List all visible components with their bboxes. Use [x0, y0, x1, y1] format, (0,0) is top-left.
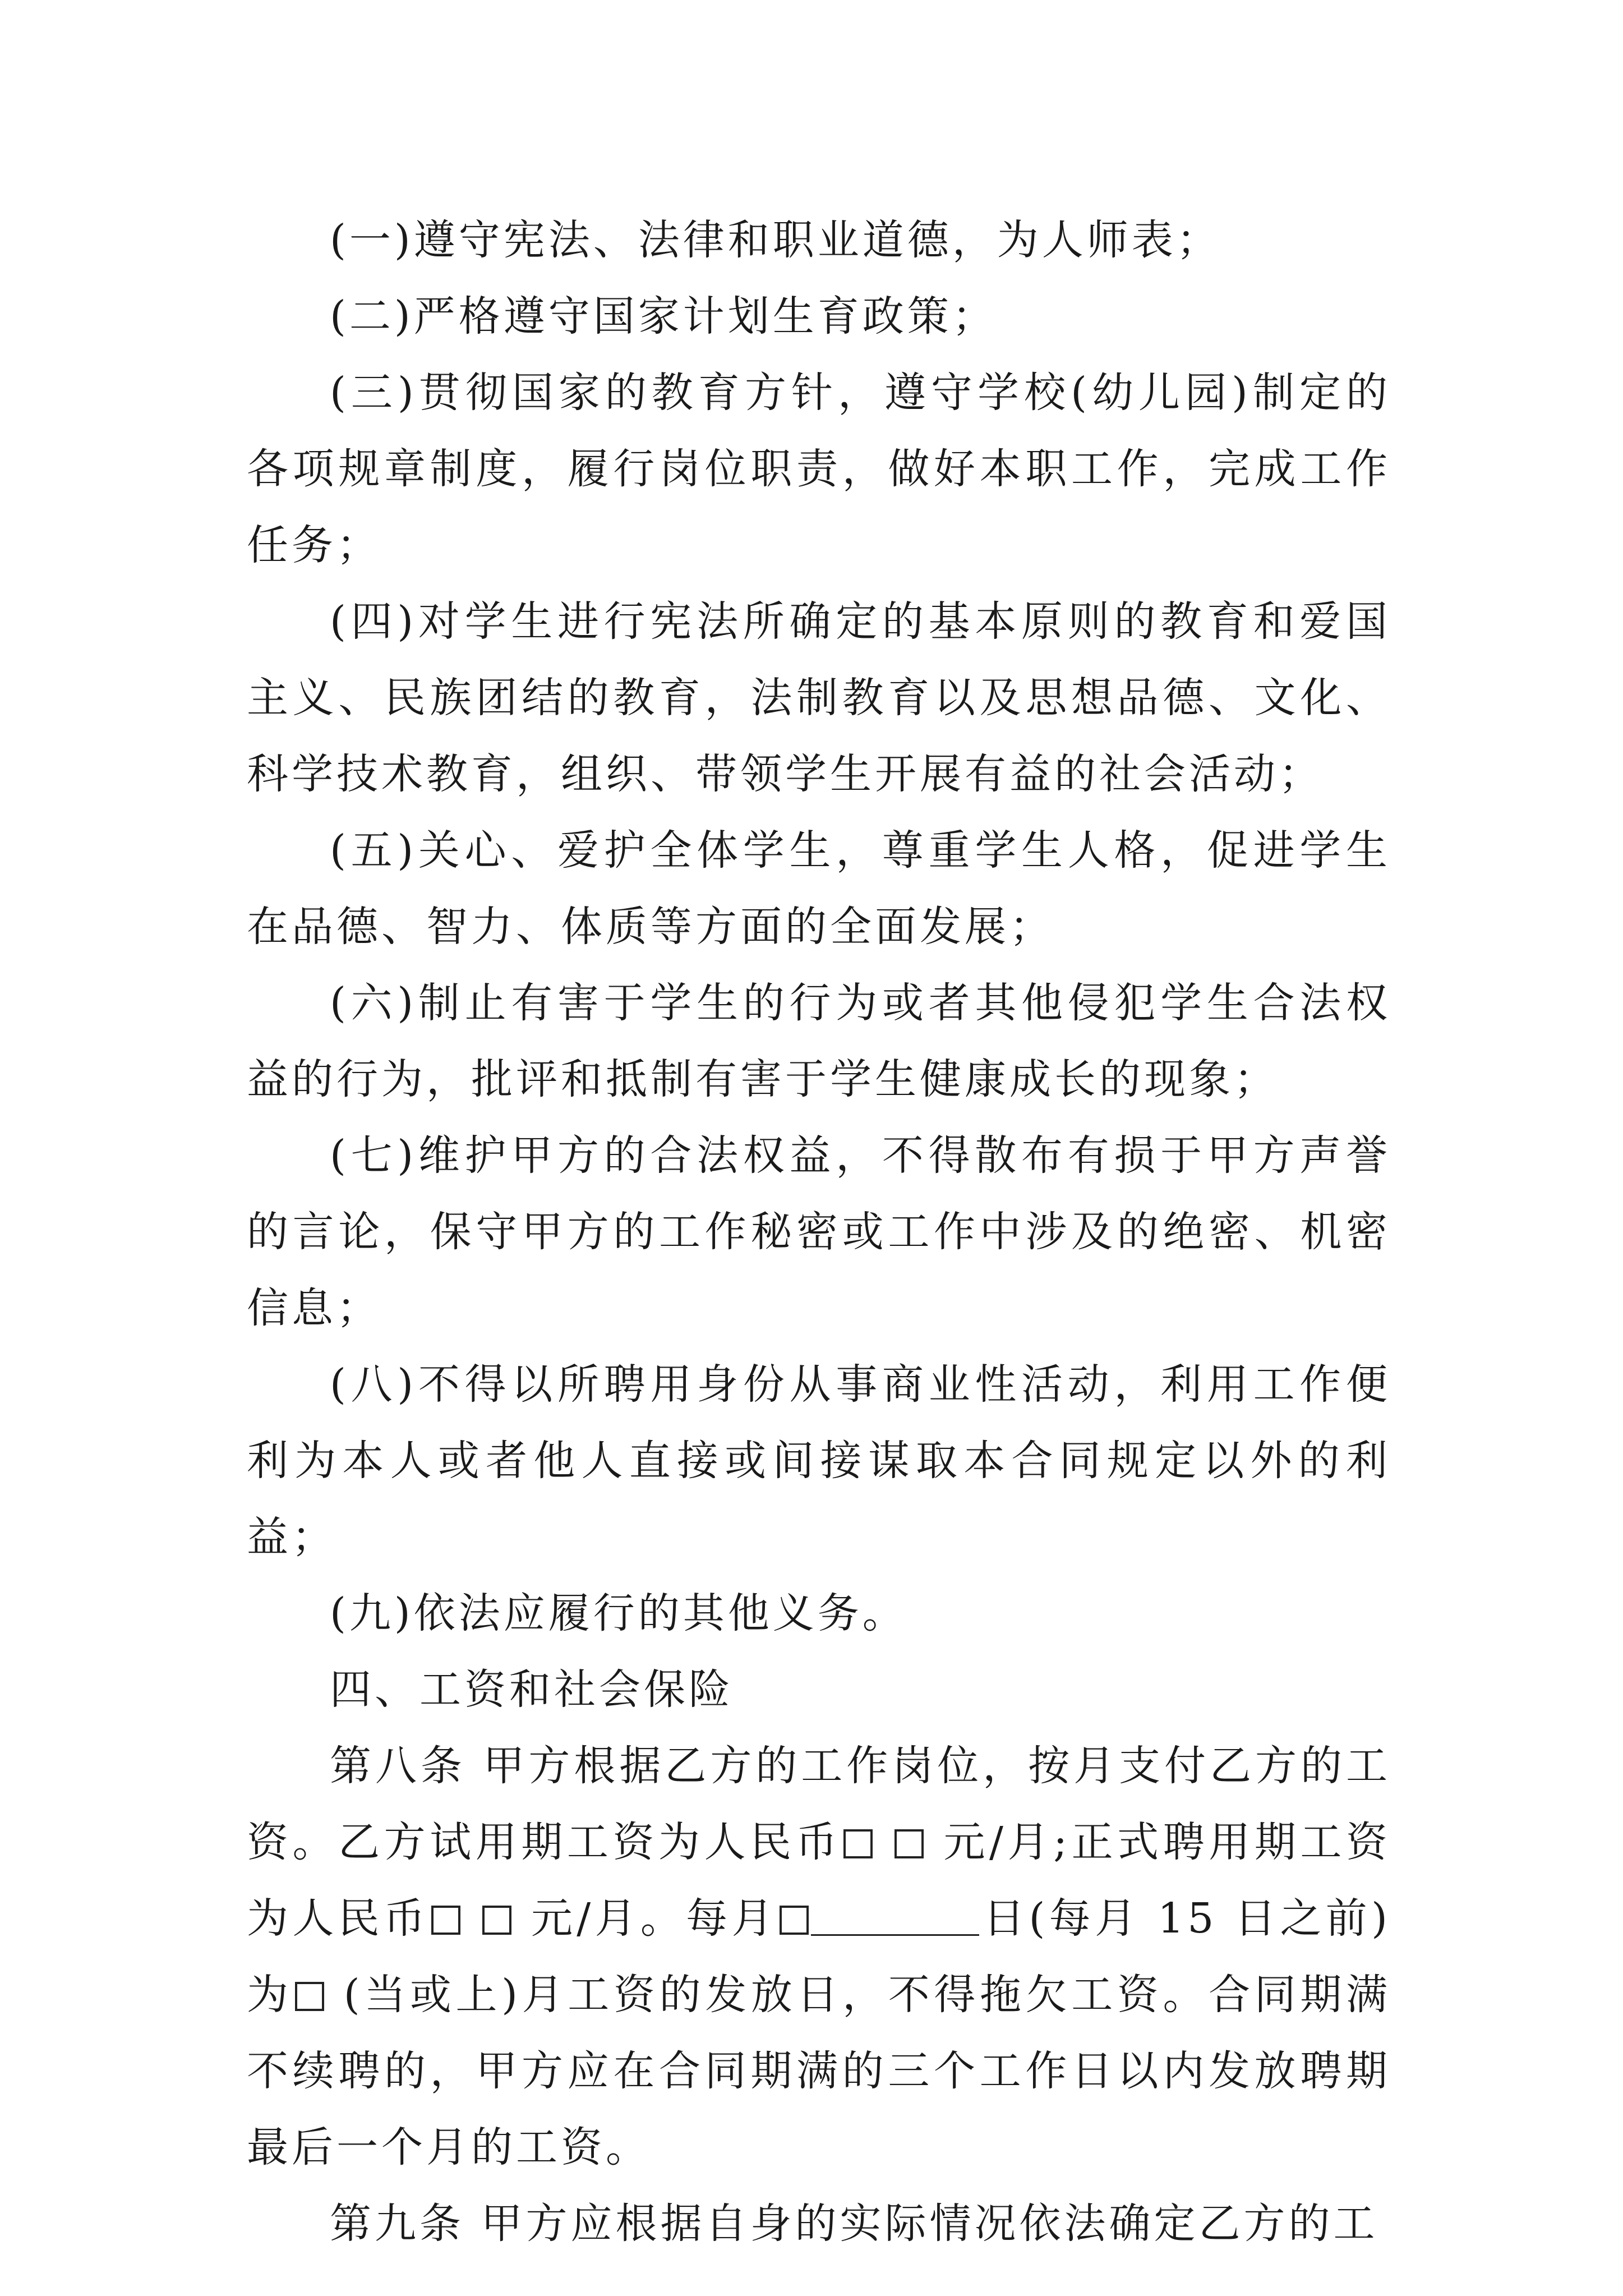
article-8-text-1: 第八条 甲方根据乙方的工作岗位，按月支付乙方的工资。乙方试用期工资为人民币	[247, 1742, 1391, 1866]
obligation-5: (五)关心、爱护全体学生，尊重学生人格，促进学生在品德、智力、体质等方面的全面发展；	[247, 826, 1391, 951]
obligation-7: (七)维护甲方的合法权益，不得散布有损于甲方声誉的言论，保守甲方的工作秘密或工作中涉及的绝密、机密信息；	[247, 1131, 1391, 1332]
article-9: 第九条 甲方应根据自身的实际情况依法确定乙方的工	[330, 2200, 1378, 2248]
fill-box	[780, 1906, 809, 1935]
obligation-6: (六)制止有害于学生的行为或者其他侵犯学生合法权益的行为，批评和抵制有害于学生健康成长的现象；	[247, 979, 1391, 1103]
fill-box	[295, 1982, 324, 2011]
obligation-1: (一)遵守宪法、法律和职业道德，为人师表；	[330, 216, 1221, 264]
fill-blank-line	[811, 1901, 979, 1936]
fill-box	[843, 1829, 873, 1858]
fill-box	[431, 1906, 460, 1935]
fill-box	[895, 1829, 924, 1858]
obligation-4: (四)对学生进行宪法所确定的基本原则的教育和爱国主义、民族团结的教育，法制教育以及思想品德、文化、科学技术教育，组织、带领学生开展有益的社会活动；	[247, 597, 1391, 798]
article-8-text-2: 元/月;正式聘用期工资为人民币	[247, 1818, 1391, 1943]
obligation-2: (二)严格遵守国家计划生育政策；	[330, 292, 997, 341]
obligation-9: (九)依法应履行的其他义务。	[330, 1589, 907, 1637]
document-body	[247, 202, 1391, 2262]
fill-box	[482, 1906, 511, 1935]
section-heading-wages: 四、工资和社会保险	[330, 1665, 734, 1714]
obligation-8: (八)不得以所聘用身份从事商业性活动，利用工作便利为本人或者他人直接或间接谋取本合同规定以外的利益；	[247, 1360, 1391, 1561]
article-8-text-4: 日(每月 15 日之前)为	[247, 1894, 1391, 2019]
obligation-3: (三)贯彻国家的教育方针，遵守学校(幼儿园)制定的各项规章制度，履行岗位职责，做好本职工作，完成工作任务；	[247, 369, 1391, 569]
article-8	[247, 1728, 1391, 2185]
article-8-text-5: (当或上)月工资的发放日，不得拖欠工资。合同期满不续聘的，甲方应在合同期满的三个工作日以内发放聘期最后一个月的工资。	[247, 1971, 1391, 2171]
article-8-text-3: 元/月。每月	[531, 1894, 777, 1943]
